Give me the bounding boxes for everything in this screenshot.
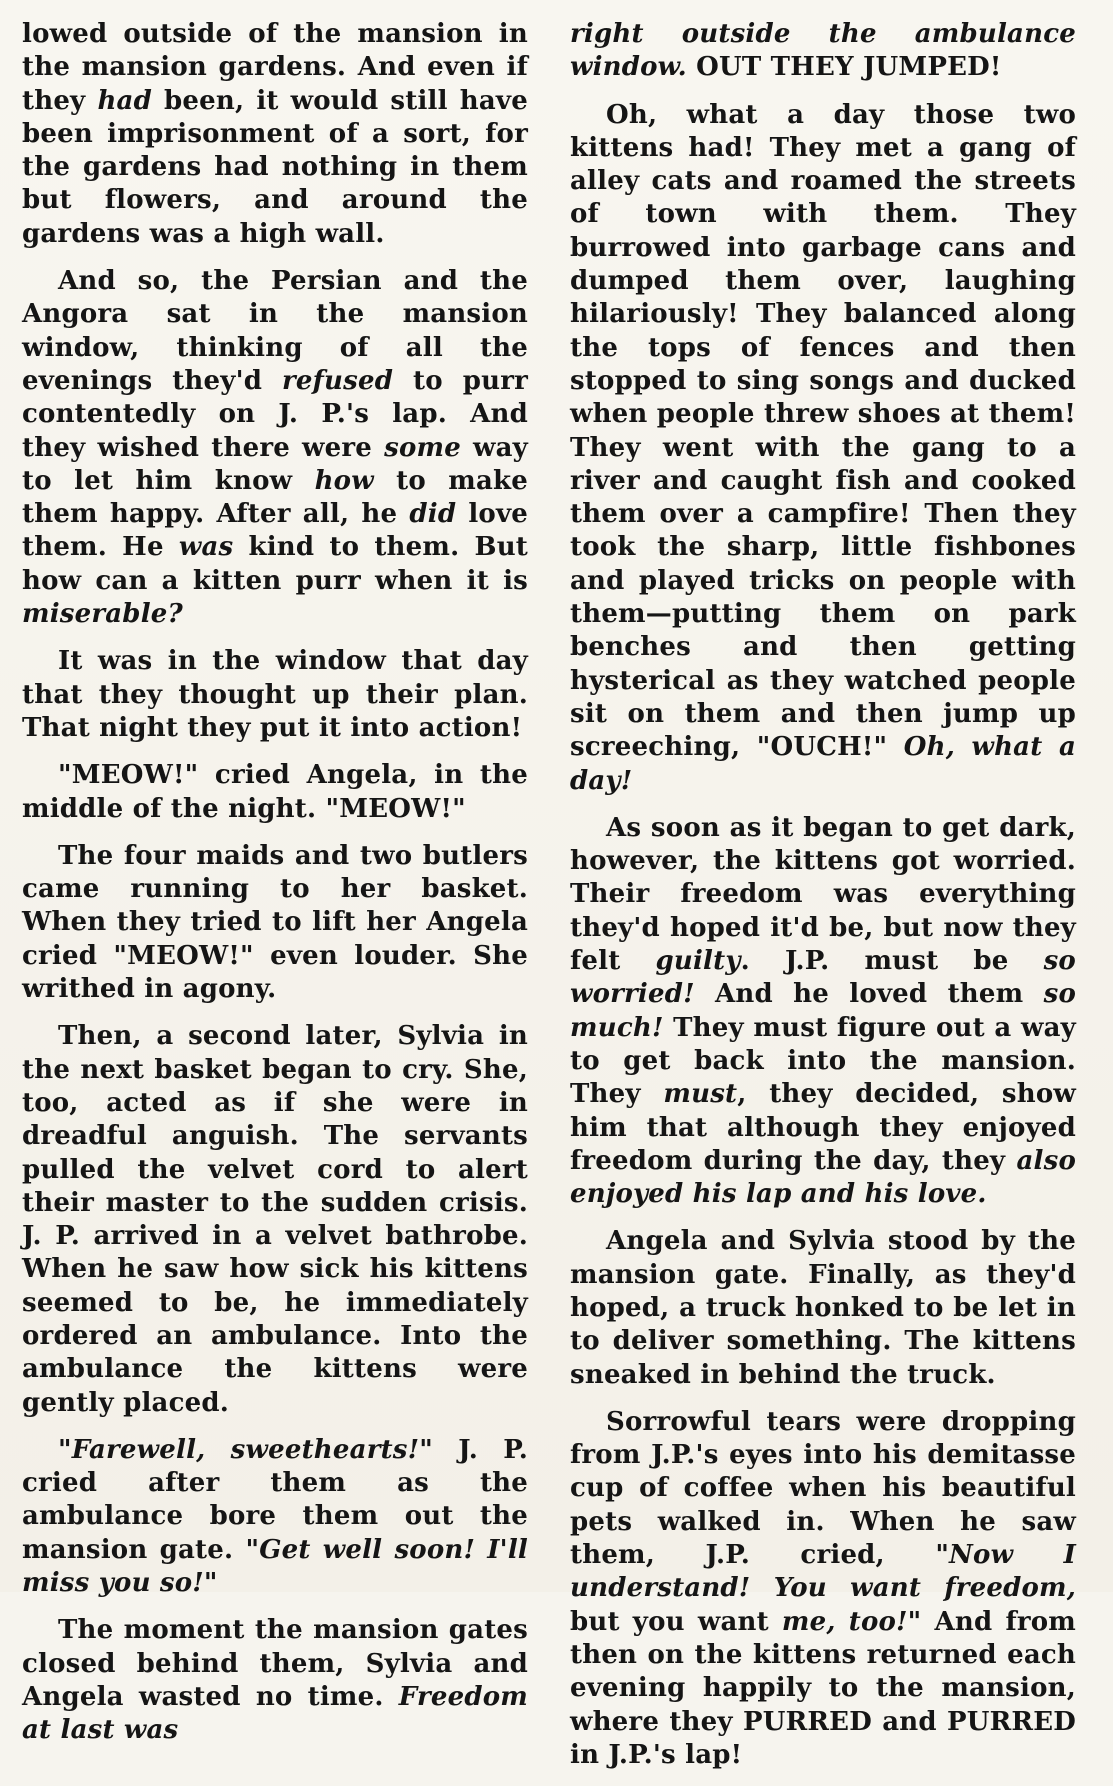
right-paragraph-3 [570, 812, 1076, 1212]
text-run: , they decided, show him that although they enjoyed freedom during the day, they [570, 1079, 1076, 1176]
left-text-column [22, 18, 528, 1762]
italic-text-run: some [384, 432, 461, 463]
right-paragraph-2 [570, 99, 1076, 798]
italic-text-run: also enjoyed his lap and his love. [570, 1145, 1076, 1210]
italic-text-run: how [314, 465, 374, 496]
italic-text-run: did [409, 499, 457, 530]
left-paragraph-1 [22, 18, 528, 251]
left-paragraph-6: Then, a second later, Sylvia in the next basket began to cry. She, too, acted as if she were in dreadful anguish. The servants pulled the velvet cord to alert their master to the sudden crisis. J. P. arrived in a velvet bathrobe. When he saw how sick his kittens seemed to be, he immediately ordered an ambulance. Into the ambulance the kittens were gently placed. [22, 1021, 528, 1418]
text-run: OUT THEY JUMPED! [686, 52, 1002, 83]
italic-text-run: had [97, 85, 152, 116]
italic-text-run: right outside the ambulance window. [570, 19, 1076, 83]
left-paragraph-2 [22, 265, 528, 631]
italic-text-run: me, too!" [781, 1606, 922, 1637]
right-paragraph-4: Angela and Sylvia stood by the mansion gate. Finally, as they'd hoped, a truck honked to be let in to deliver something. The kittens sneaked in behind the truck. [570, 1226, 1076, 1390]
text-run: The moment the mansion gates closed behind them, Sylvia and Angela wasted no time. [22, 1615, 528, 1712]
right-paragraph-5 [570, 1406, 1076, 1772]
text-run: They must figure out a way to get back into the mansion. They [570, 1012, 1076, 1110]
text-run: Oh, what a day those two kittens had! They met a gang of alley cats and roamed the streets of town with them. They burrowed into garbage cans and dumped them over, laughing hilariously! They balanced along the tops of fences and then stopped to sing songs and ducked when people threw shoes at them! They went with the gang to a river and caught fish and cooked them over a campfire! Then they took the sharp, little fishbones and played tricks on people with them—putting them on park benches and then getting hysterical as they watched people sit on them and then jump up screeching, "OUCH!" [570, 99, 1076, 763]
text-run: but you want [570, 1606, 782, 1637]
text-run: J. P. cried after them as the ambulance bore them out the mansion gate. [22, 1434, 528, 1565]
italic-text-run: Oh, what a day! [570, 732, 1076, 796]
italic-text-run: miserable? [22, 599, 183, 630]
text-run: Sorrowful tears were dropping from J.P.'s eyes into his demitasse cup of coffee when his beautiful pets walked in. When he saw them, J.P. cried, [570, 1406, 1076, 1571]
italic-text-run: Freedom at last was [22, 1681, 528, 1746]
italic-text-run: refused [282, 365, 394, 396]
text-run: And from then on the kittens returned each evening happily to the mansion, where they PURRED and PURRED in J.P.'s lap! [570, 1606, 1076, 1770]
text-run: And so, the Persian and the Angora sat in the mansion window, thinking of all the evenings they'd [22, 266, 528, 396]
text-run: been, it would still have been imprisonment of a sort, for the gardens had nothing in them but flowers, and around the gardens was a high wall. [22, 85, 528, 249]
italic-text-run: "Farewell, sweethearts!" [58, 1434, 433, 1465]
text-run: to make them happy. After all, he [22, 465, 528, 530]
text-run: . J.P. must be [740, 946, 1044, 977]
italic-text-run: so worried! [570, 946, 1076, 1010]
italic-text-run: so much! [570, 979, 1076, 1043]
left-paragraph-7 [22, 1434, 528, 1600]
text-run: kind to them. But how can a kitten purr when it is [22, 532, 529, 596]
italic-text-run: "Get well soon! I'll miss you so!" [22, 1534, 528, 1599]
left-paragraph-3: It was in the window that day that they thought up their plan. That night they put it into action! [22, 646, 528, 743]
text-run: lowed outside of the mansion in the mansion gardens. And even if they [22, 19, 528, 116]
italic-text-run: was [178, 532, 234, 563]
left-paragraph-5: The four maids and two butlers came running to her basket. When they tried to lift her Angela cried "MEOW!" even louder. She writhed in agony. [22, 840, 528, 1005]
italic-text-run: must [663, 1079, 738, 1110]
right-text-column [570, 18, 1076, 1786]
text-run: to purr contentedly on J. P.'s lap. And they wished there were [22, 365, 528, 463]
italic-text-run: "Now I understand! You want [570, 1540, 1076, 1604]
italic-text-run: freedom, [944, 1573, 1076, 1604]
left-paragraph-8 [22, 1614, 528, 1747]
text-run: love them. He [22, 499, 529, 563]
italic-text-run: guilty [655, 946, 741, 977]
text-run: And he loved them [694, 979, 1044, 1010]
right-paragraph-1 [570, 18, 1076, 85]
text-run: way to let him know [22, 432, 528, 496]
text-run: As soon as it began to get dark, however, the kittens got worried. Their freedom was everything they'd hoped it'd be, but now they felt [570, 812, 1076, 977]
left-paragraph-4: "MEOW!" cried Angela, in the middle of the night. "MEOW!" [22, 760, 528, 824]
